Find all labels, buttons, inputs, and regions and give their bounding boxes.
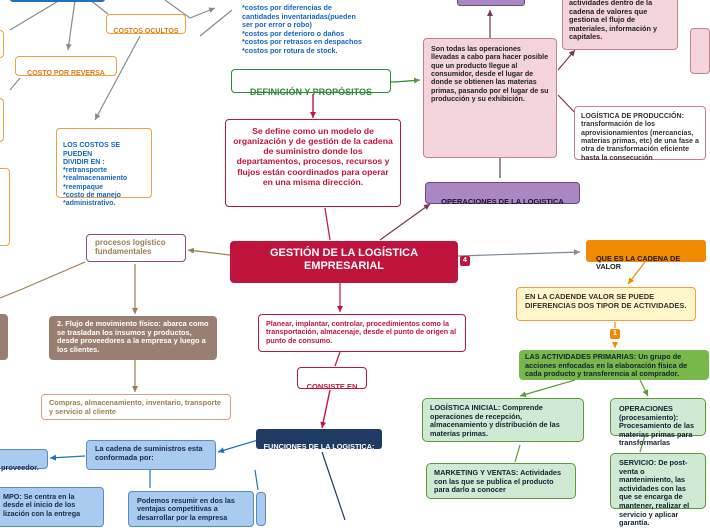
top-left-partial-node[interactable] xyxy=(10,0,105,2)
consiste-en-node[interactable] xyxy=(297,367,367,389)
definicion-label: DEFINICIÓN Y PROPÓSITOS xyxy=(249,86,373,97)
compras-node[interactable] xyxy=(41,394,231,420)
central-badge[interactable]: 4 xyxy=(460,256,470,266)
actividades-cadena-text: actividades dentro de la cadena de valores que gestiona el flujo de materiales, información y capitales. xyxy=(569,0,658,42)
costos-ocultos-node[interactable] xyxy=(106,14,186,34)
cadena-suministros-node[interactable] xyxy=(86,440,216,470)
marketing-node[interactable] xyxy=(426,463,576,499)
operaciones-text: Son todas las operaciones llevadas a cabo para hacer posible que un producto llegue al consumidor, desde el lugar de donde se obtienen las materias primas, pasando por el lugar de su producción y su exhibición. xyxy=(431,45,549,104)
operaciones-logistica-node[interactable] xyxy=(425,182,580,204)
logistica-inicial-node[interactable] xyxy=(422,398,584,442)
consiste-en-label: CONSISTE EN xyxy=(306,381,358,391)
costo-reversa-node[interactable] xyxy=(15,56,117,76)
proveedor-node[interactable] xyxy=(0,449,48,472)
definicion-text: Se define como un modelo de organización y de gestión de la cadena de suministro donde los departamentos, procesos, recursos y flujos están coordinados para operar en una misma dirección. xyxy=(233,126,393,187)
procesos-fundamentales-label: procesos logístico fundamentales xyxy=(95,238,166,257)
flujo-fisico-text: 2. Flujo de movimiento físico: abarca como se trasladan los insumos y productos, desde proveedores a la empresa y luego a los clientes. xyxy=(57,319,209,355)
cadena-suministros-text: La cadena de suministros esta conformada por: xyxy=(95,444,203,462)
central-node[interactable] xyxy=(230,241,458,283)
logistica-produccion-text: LOGÍSTICA DE PRODUCCIÓN: transformación de los aprovisionamientos (mercancías, materias primas, etc) de una fase a otra de transformación eficiente hasta la consecución xyxy=(581,112,699,162)
resumir-node[interactable] xyxy=(128,491,254,527)
costos-ocultos-label: COSTOS OCULTOS xyxy=(113,28,179,36)
tiempo-text: MPO: Se centra en la desde el inicio de los lización con la entrega xyxy=(3,492,81,518)
tiempo-node[interactable] xyxy=(0,487,104,527)
proveedor-text: proveedor. xyxy=(1,462,39,472)
left-brown-partial[interactable] xyxy=(0,314,8,360)
logistica-inicial-text: LOGÍSTICA INICIAL: Comprende operaciones de recepción, almacenamiento y distribución de las materias primas. xyxy=(430,403,560,438)
planear-node[interactable] xyxy=(258,314,466,352)
top-purple-partial[interactable] xyxy=(457,0,525,6)
costo-reversa-label: COSTO POR REVERSA xyxy=(27,70,105,78)
definicion-text-node[interactable] xyxy=(225,119,401,207)
left-edge-partial-1[interactable] xyxy=(0,30,4,58)
logistica-produccion-node[interactable] xyxy=(574,106,706,160)
left-edge-partial-3[interactable] xyxy=(0,168,10,246)
funciones-label: FUNCIONES DE LA LOGISTICA: xyxy=(263,441,375,451)
marketing-text: MARKETING Y VENTAS: Actividades con las que se publica el producto para darlo a conocer xyxy=(434,468,562,495)
resumir-text: Podemos resumir en dos las ventajas competitivas a desarrollar por la empresa xyxy=(137,496,235,522)
operaciones-logistica-label: OPERACIONES DE LA LOGISTICA xyxy=(441,196,564,206)
operaciones-proc-text: OPERACIONES (procesamiento): Procesamiento de las materias primas para transformarlas xyxy=(619,404,695,448)
actividades-primarias-text: LAS ACTIVIDADES PRIMARIAS: Un grupo de acciones enfocadas en la elaboración física de cada producto y transferencia al comprador. xyxy=(525,352,688,379)
cadena-badge[interactable]: 1 xyxy=(610,329,620,339)
central-title: GESTIÓN DE LA LOGÍSTICA EMPRESARIAL xyxy=(269,247,419,272)
costos-dividir-node[interactable] xyxy=(56,128,152,207)
left-edge-partial-2[interactable] xyxy=(0,98,4,142)
bottom-blue-partial[interactable] xyxy=(256,492,266,526)
planear-text: Planear, implantar, controlar, procedimientos como la transportación, almacenaje, desde el punto de origen al punto de consumo. xyxy=(266,319,457,345)
que-es-cadena-label: QUE ES LA CADENA DE VALOR xyxy=(596,253,681,272)
actividades-cadena-node[interactable] xyxy=(562,0,678,50)
procesos-fundamentales-node[interactable] xyxy=(86,234,186,262)
cadena-valor-text: EN LA CADENDE VALOR SE PUEDE DIFERENCIAS DOS TIPOR DE ACTIVIDADES. xyxy=(525,292,687,310)
funciones-node[interactable] xyxy=(256,429,382,449)
compras-text: Compras, almacenamiento, inventario, transporte y servicio al cliente xyxy=(49,398,221,416)
operaciones-proc-node[interactable] xyxy=(610,398,706,448)
servicio-text: SERVICIO: De post-venta o mantenimiento, las actividades con las que se encarga de mantener, realizar el servicio y aplicar garantía. xyxy=(619,458,690,528)
costos-list-node[interactable] xyxy=(236,0,386,55)
definicion-node[interactable] xyxy=(231,69,391,97)
que-es-cadena-node[interactable] xyxy=(586,240,706,272)
flujo-fisico-node[interactable] xyxy=(49,316,217,360)
right-edge-partial[interactable] xyxy=(690,28,710,74)
actividades-primarias-node[interactable] xyxy=(519,350,709,380)
cadena-valor-text-node[interactable] xyxy=(516,287,696,321)
servicio-node[interactable] xyxy=(610,453,706,528)
operaciones-text-node[interactable] xyxy=(423,38,557,158)
costos-list-text: *costos por diferencias de cantidades inventariadas(pueden ser por error o robo) *costos por deterioro o daños *costos por retrasos en despachos *costos por rotura de stock. xyxy=(242,3,362,55)
costos-dividir-text: LOS COSTOS SE PUEDEN DIVIDIR EN : *retransporte *realmacenamiento *reempaque *costo de manejo *administrativo. xyxy=(63,142,128,207)
